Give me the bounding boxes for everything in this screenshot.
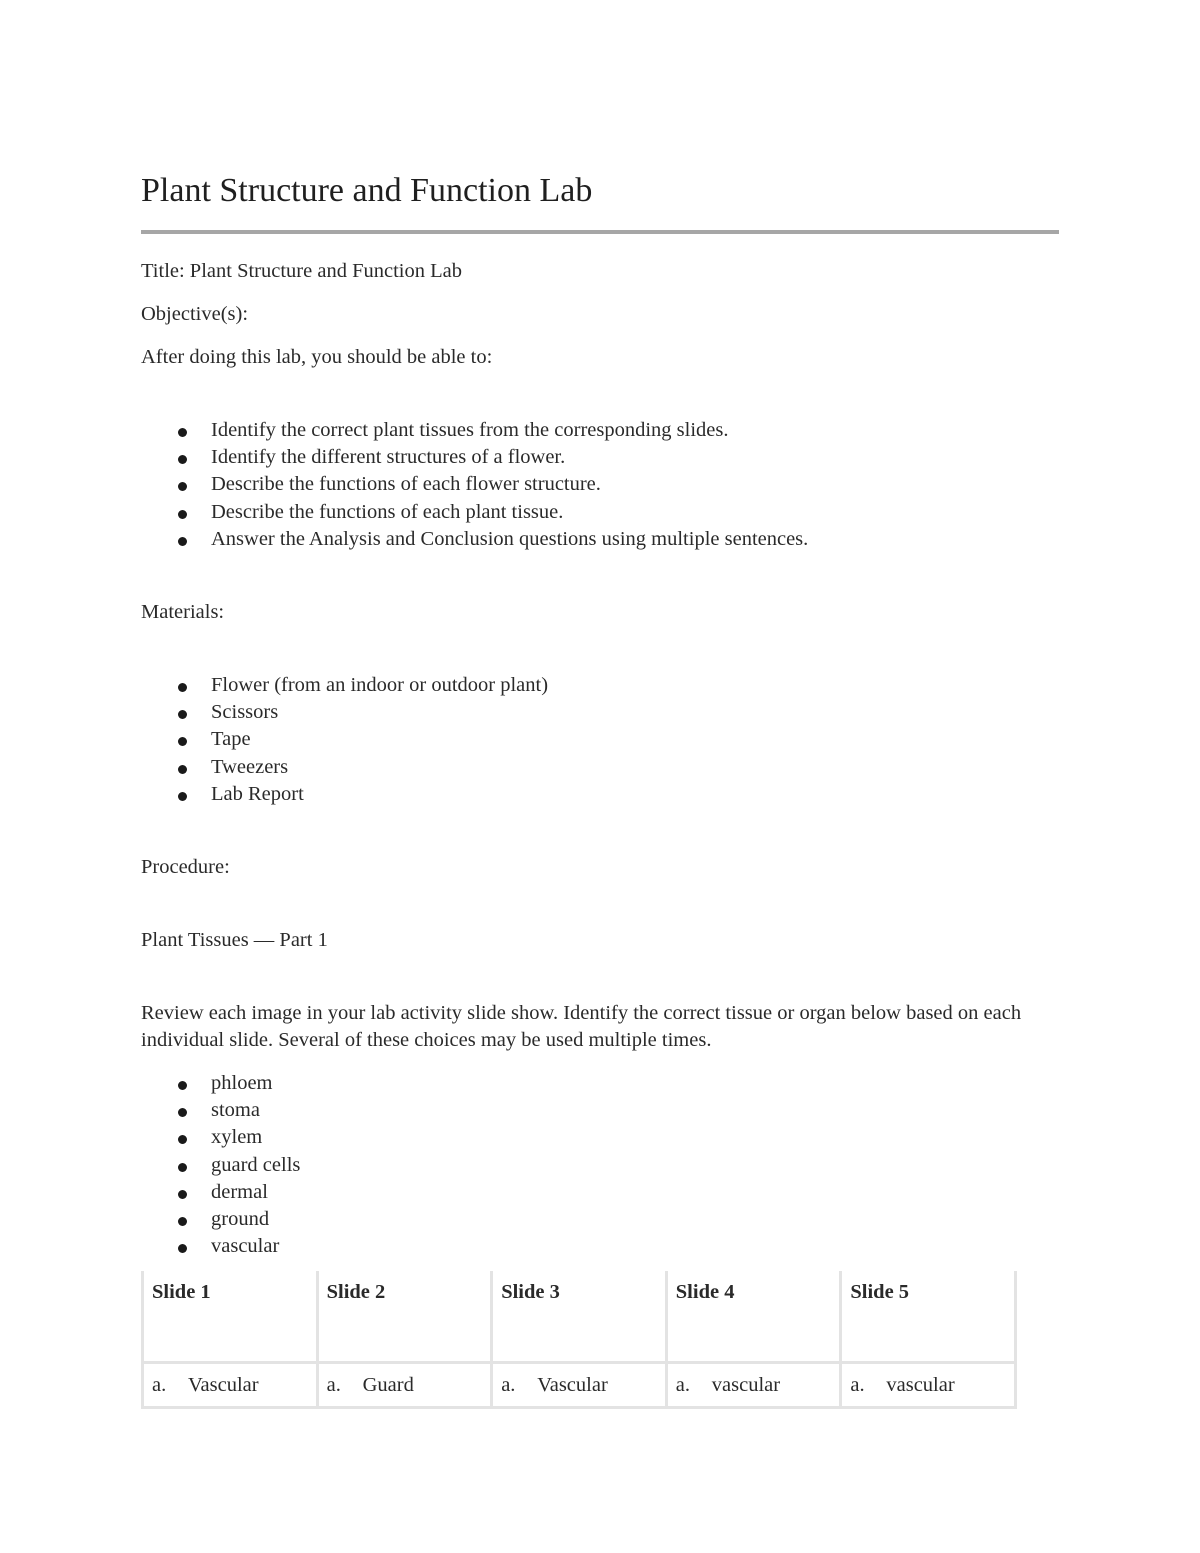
answer-cell: a. vascular [841, 1363, 1016, 1408]
objectives-list [141, 417, 1059, 553]
title-line: Title: Plant Structure and Function Lab [141, 260, 462, 282]
heading-rule [141, 230, 1059, 234]
table-row [143, 1363, 1016, 1408]
list-item: guard cells [141, 1152, 1059, 1179]
answer-cell: a. vascular [666, 1363, 841, 1408]
part1-instructions: Review each image in your lab activity slide show. Identify the correct tissue or organ below based on each individual slide. Several of these choices may be used multiple times. [141, 1002, 1022, 1052]
list-item: Identify the correct plant tissues from the corresponding slides. [141, 417, 1059, 444]
list-item: xylem [141, 1124, 1059, 1151]
document-heading: Plant Structure and Function Lab [141, 172, 593, 209]
list-item: Flower (from an indoor or outdoor plant) [141, 672, 1059, 699]
bullet-icon [178, 1244, 187, 1253]
list-item: vascular [141, 1233, 1059, 1260]
materials-label: Materials: [141, 601, 225, 624]
bullet-icon [178, 737, 187, 746]
list-item: dermal [141, 1179, 1059, 1206]
table-header-cell: Slide 1 [143, 1271, 318, 1363]
list-item: Tweezers [141, 754, 1059, 781]
list-item: Describe the functions of each plant tissue. [141, 499, 1059, 526]
table-header-row [143, 1271, 1016, 1363]
bullet-icon [178, 1217, 187, 1226]
answer-cell: a. Vascular [492, 1363, 667, 1408]
list-item: Answer the Analysis and Conclusion questions using multiple sentences. [141, 526, 1059, 553]
table-header-cell: Slide 5 [841, 1271, 1016, 1363]
procedure-label: Procedure: [141, 856, 230, 879]
bullet-icon [178, 1135, 187, 1144]
table-header-cell: Slide 4 [666, 1271, 841, 1363]
objectives-label: Objective(s): [141, 303, 249, 325]
list-item: phloem [141, 1070, 1059, 1097]
bullet-icon [178, 455, 187, 464]
document-page [141, 168, 1059, 1409]
bullet-icon [178, 792, 187, 801]
answer-cell: a. Vascular [143, 1363, 318, 1408]
slides-table [141, 1271, 1017, 1409]
bullet-icon [178, 428, 187, 437]
choices-list [141, 1070, 1059, 1260]
list-item: Describe the functions of each flower structure. [141, 471, 1059, 498]
objectives-intro: After doing this lab, you should be able to: [141, 346, 493, 368]
table-header-cell: Slide 3 [492, 1271, 667, 1363]
table-header-cell: Slide 2 [317, 1271, 492, 1363]
materials-list [141, 672, 1059, 808]
bullet-icon [178, 537, 187, 546]
list-item: ground [141, 1206, 1059, 1233]
list-item: Scissors [141, 699, 1059, 726]
list-item: Lab Report [141, 781, 1059, 808]
bullet-icon [178, 510, 187, 519]
list-item: stoma [141, 1097, 1059, 1124]
bullet-icon [178, 1163, 187, 1172]
bullet-icon [178, 1190, 187, 1199]
list-item: Identify the different structures of a flower. [141, 444, 1059, 471]
bullet-icon [178, 683, 187, 692]
bullet-icon [178, 710, 187, 719]
bullet-icon [178, 1108, 187, 1117]
bullet-icon [178, 1081, 187, 1090]
part1-heading: Plant Tissues — Part 1 [141, 929, 328, 952]
list-item: Tape [141, 726, 1059, 753]
bullet-icon [178, 765, 187, 774]
answer-cell: a. Guard [317, 1363, 492, 1408]
bullet-icon [178, 482, 187, 491]
